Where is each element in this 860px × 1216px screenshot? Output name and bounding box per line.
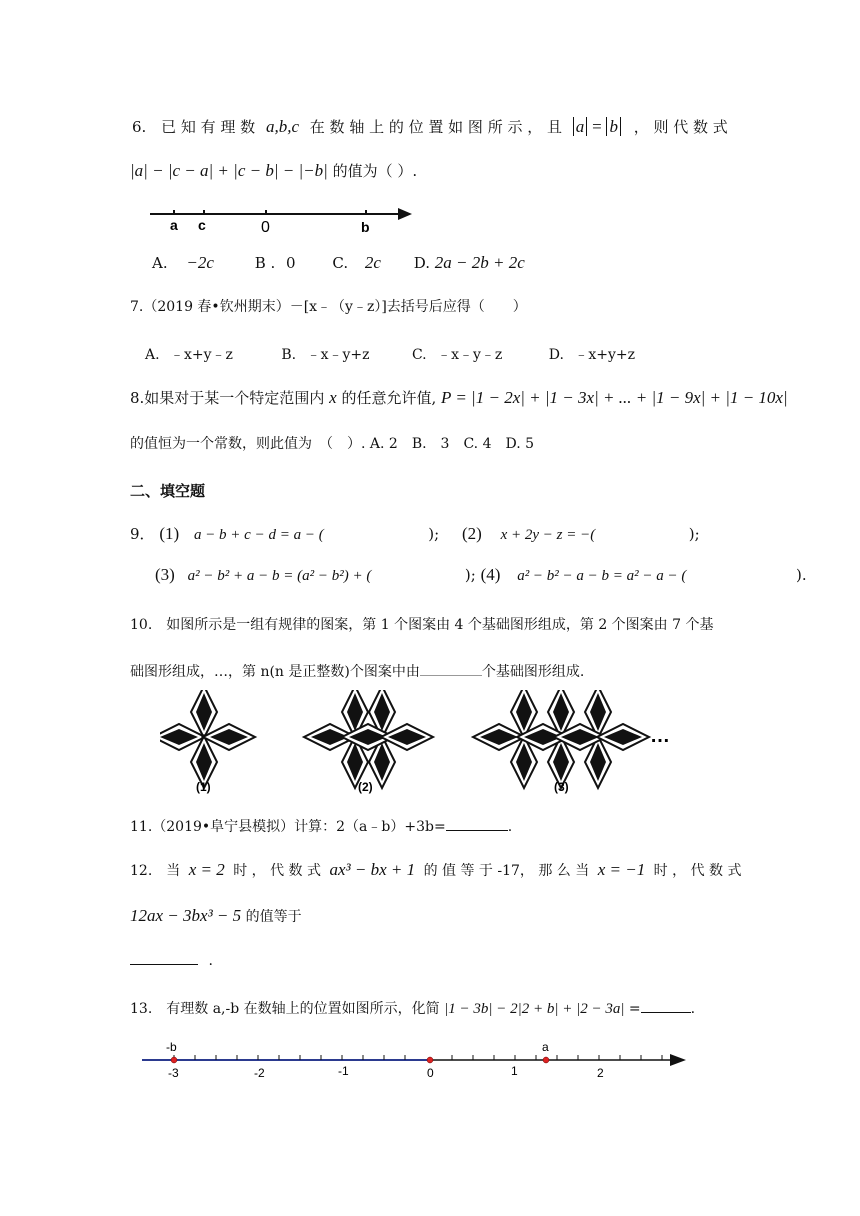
q7-option-d-value: ﹣x+y+z (574, 347, 636, 363)
q6-text-1: 已 知 有 理 数 (161, 118, 256, 136)
q11-text: 11.（2019•阜宁县模拟）计算：2（a﹣b）+3b= (130, 819, 446, 835)
q6-question-text: 的值为（ ）. (332, 162, 418, 180)
axis-label-0: 0 (261, 219, 270, 236)
point-a (543, 1057, 549, 1063)
q6-option-a-value: −2c (186, 253, 214, 272)
q12-line1 (130, 860, 741, 880)
q12-line3 (130, 953, 213, 969)
q9-part1-end: ); (428, 525, 440, 543)
tick-label-0: 0 (427, 1066, 434, 1080)
q11-end: . (507, 819, 513, 835)
q12-x1: x = 2 (188, 860, 225, 879)
pattern-label-1: (1) (196, 780, 211, 794)
q6-text-2: 在 数 轴 上 的 位 置 如 图 所 示 ， 且 (309, 118, 562, 136)
q12-text-d: 时 ， 代 数 式 (653, 863, 742, 879)
q12-x2: x = −1 (597, 860, 646, 879)
q10-line1: 10. 如图所示是一组有规律的图案，第 1 个图案由 4 个基础图形组成，第 2 个图案由 7 个基 (130, 617, 714, 633)
q9-part3-label: (3) (155, 565, 175, 584)
q6-text-3: ， 则 代 数 式 (633, 118, 728, 136)
q9-part4-end: ). (795, 566, 807, 584)
q12-text-b: 时 ， 代 数 式 (233, 863, 322, 879)
q13-number-line (130, 1035, 700, 1085)
q6-option-b-label: B . (254, 254, 276, 272)
pattern-ellipsis: … (650, 725, 670, 747)
pattern-1 (160, 690, 255, 788)
q12-line2 (130, 906, 302, 926)
q9-line2 (155, 565, 807, 585)
point-origin (427, 1057, 433, 1063)
q7-option-c-label: C. (411, 347, 427, 363)
axis-label-c: c (198, 217, 206, 233)
q7-option-d-label: D. (548, 347, 564, 363)
label-neg-b: -b (166, 1040, 177, 1054)
q9-line1 (130, 523, 700, 544)
q6-option-d-label: D. (413, 254, 430, 272)
q13-expression: |1 − 3b| − 2|2 + b| + |2 − 3a| (444, 1001, 625, 1017)
q8-var: x (329, 388, 337, 407)
q9-part4-expression: a² − b² − a − b = a² − a − ( (517, 568, 687, 584)
q11-blank[interactable] (446, 830, 508, 831)
axis-label-b: b (361, 219, 370, 235)
q8-line2: 的值恒为一个常数，则此值为 （ ）. A. 2 B. 3 C. 4 D. 5 (130, 436, 535, 452)
q12-text-c: 的 值 等 于 -17， 那 么 当 (423, 863, 590, 879)
q10-line2 (130, 661, 584, 681)
q13-blank[interactable] (641, 1012, 691, 1013)
tick-label-1: 1 (511, 1064, 518, 1078)
q7-option-b-label: B. (281, 347, 297, 363)
q9-part3-end: ); (464, 566, 476, 584)
q7-options (145, 344, 635, 364)
q10-blank[interactable] (420, 675, 482, 676)
q7-option-c-value: ﹣x﹣y﹣z (437, 347, 503, 363)
q9-number: 9． (130, 525, 155, 543)
q6-options (152, 253, 525, 273)
q7-option-a-label: A. (145, 347, 160, 363)
q13-line (130, 998, 695, 1018)
q13-equals: = (628, 1001, 641, 1017)
q6-option-a-label: A. (152, 254, 168, 272)
q12-text-a: 12. 当 (130, 863, 181, 879)
q6-option-b-value: 0 (286, 254, 296, 272)
q12-text-e: 的值等于 (245, 909, 302, 925)
q12-blank[interactable] (130, 964, 198, 965)
q6-number: 6. (132, 118, 147, 136)
q6-option-c-value: 2c (364, 253, 381, 272)
tick-label-neg3: -3 (168, 1066, 179, 1080)
q8-expression: P = |1 − 2x| + |1 − 3x| + ... + |1 − 9x| + |1 − 10x| (441, 388, 788, 407)
q6-abs-b: b (606, 117, 621, 136)
q6-line2 (130, 160, 417, 181)
point-neg-b (171, 1057, 177, 1063)
pattern-label-2: (2) (358, 780, 373, 794)
q12-expression-1: ax³ − bx + 1 (329, 860, 416, 879)
q7-option-b-value: ﹣x﹣y+z (306, 347, 370, 363)
q10-text-b: 个基础图形组成. (481, 664, 585, 680)
q9-part2-expression: x + 2y − z = −( (500, 527, 596, 543)
q9-part1-label: (1) (159, 524, 180, 543)
q7-stem: 7.（2019 春•钦州期末）－[x﹣（y﹣z）]去括号后应得（ ） (130, 299, 527, 315)
q9-part4-label: (4) (480, 565, 501, 584)
q6-option-c-label: C. (332, 254, 349, 272)
q10-pattern-figure (160, 690, 700, 800)
tick-label-2: 2 (597, 1066, 604, 1080)
q8-text-2: 的任意允许值, (341, 389, 437, 407)
q6-abs-a: a (573, 117, 588, 136)
q9-part2-label: (2) (461, 524, 482, 543)
tick-label-neg1: -1 (338, 1064, 349, 1078)
q13-text: 13. 有理数 a,-b 在数轴上的位置如图所示，化简 (130, 1001, 440, 1017)
pattern-label-3: (3) (554, 780, 569, 794)
q6-expression: |a| − |c − a| + |c − b| − |−b| (130, 161, 328, 180)
label-a: a (542, 1040, 549, 1054)
q7-option-a-value: ﹣x+y﹣z (170, 347, 233, 363)
q6-line1: 6. 已 知 有 理 数 a,b,c 在 数 轴 上 的 位 置 如 图 所 示 ， 且 a = b ， 则 代 数 式 (132, 117, 728, 136)
q12-end: . (208, 953, 213, 969)
q6-vars: a,b,c (265, 117, 299, 136)
q9-part2-end: ); (688, 525, 700, 543)
q8-text-1: 8.如果对于某一个特定范围内 (130, 389, 325, 407)
q11-line (130, 816, 512, 836)
pattern-2 (304, 690, 433, 788)
q8-line1 (130, 387, 788, 408)
section-title: 二、填空题 (130, 482, 206, 500)
q12-expression-2: 12ax − 3bx³ − 5 (130, 906, 242, 925)
q6-number-line (140, 200, 420, 240)
axis-label-a: a (170, 217, 178, 233)
pattern-3 (473, 690, 649, 788)
q10-text-a: 础图形组成，…，第 n(n 是正整数)个图案中由 (130, 664, 420, 680)
q6-option-d-value: 2a − 2b + 2c (434, 253, 525, 272)
q13-end: . (690, 1001, 696, 1017)
tick-label-neg2: -2 (254, 1066, 265, 1080)
q9-part3-expression: a² − b² + a − b = (a² − b²) + ( (187, 568, 372, 584)
q9-part1-expression: a − b + c − d = a − ( (193, 527, 324, 543)
